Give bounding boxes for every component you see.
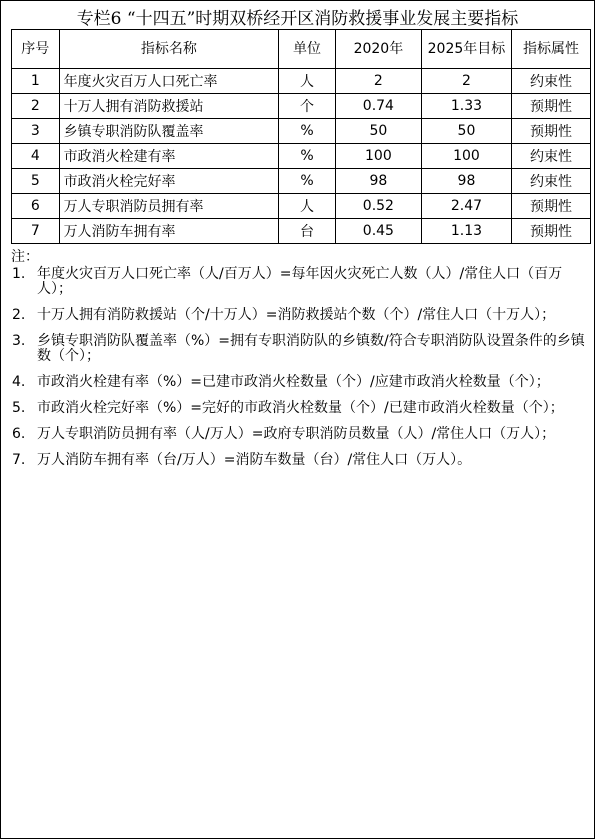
note-text: 市政消火栓建有率（%）=已建市政消火栓数量（个）/应建市政消火栓数量（个）； — [37, 374, 550, 390]
cell-no: 6 — [12, 194, 60, 219]
cell-no: 3 — [12, 119, 60, 144]
cell-unit: 台 — [279, 219, 336, 244]
notes-heading: 注： — [11, 249, 39, 265]
cell-2020: 2 — [335, 69, 421, 94]
note-number: 5. — [12, 400, 26, 416]
note-number: 4. — [12, 374, 26, 390]
cell-2025: 2 — [421, 69, 511, 94]
note-number: 6. — [12, 426, 26, 442]
cell-no: 7 — [12, 219, 60, 244]
note-number: 1. — [12, 266, 26, 282]
cell-2025: 2.47 — [421, 194, 511, 219]
table-row — [12, 119, 591, 144]
cell-no: 5 — [12, 169, 60, 194]
table-row — [12, 94, 591, 119]
cell-name: 年度火灾百万人口死亡率 — [59, 69, 279, 94]
notes-section — [11, 250, 589, 479]
note-number: 3. — [12, 333, 26, 349]
cell-2020: 50 — [335, 119, 421, 144]
note-item — [11, 427, 589, 442]
note-number: 2. — [12, 307, 26, 323]
cell-attribute: 约束性 — [511, 144, 590, 169]
header-unit: 单位 — [279, 30, 336, 69]
note-item — [11, 334, 589, 364]
cell-attribute: 约束性 — [511, 169, 590, 194]
cell-2020: 0.74 — [335, 94, 421, 119]
cell-2020: 100 — [335, 144, 421, 169]
note-text: 万人消防车拥有率（台/万人）=消防车数量（台）/常住人口（万人）。 — [37, 452, 472, 468]
cell-attribute: 预期性 — [511, 219, 590, 244]
cell-name: 乡镇专职消防队覆盖率 — [59, 119, 279, 144]
cell-2025: 98 — [421, 169, 511, 194]
cell-name: 万人消防车拥有率 — [59, 219, 279, 244]
note-number: 7. — [12, 452, 26, 468]
table-row — [12, 169, 591, 194]
cell-unit: 人 — [279, 69, 336, 94]
note-item — [11, 453, 589, 468]
cell-attribute: 约束性 — [511, 69, 590, 94]
header-2025-target: 2025年目标 — [421, 30, 511, 69]
cell-2025: 100 — [421, 144, 511, 169]
cell-name: 市政消火栓完好率 — [59, 169, 279, 194]
cell-no: 2 — [12, 94, 60, 119]
note-item — [11, 401, 589, 416]
table-row — [12, 194, 591, 219]
cell-no: 1 — [12, 69, 60, 94]
cell-no: 4 — [12, 144, 60, 169]
table-title: 专栏6 “十四五”时期双桥经开区消防救援事业发展主要指标 — [76, 9, 519, 29]
note-text: 市政消火栓完好率（%）=完好的市政消火栓数量（个）/已建市政消火栓数量（个）； — [37, 400, 564, 416]
header-attribute: 指标属性 — [511, 30, 590, 69]
note-item — [11, 308, 589, 323]
cell-unit: % — [279, 144, 336, 169]
cell-unit: 人 — [279, 194, 336, 219]
indicators-table — [11, 29, 591, 244]
cell-2020: 0.52 — [335, 194, 421, 219]
cell-2020: 98 — [335, 169, 421, 194]
header-2020: 2020年 — [335, 30, 421, 69]
cell-unit: 个 — [279, 94, 336, 119]
cell-2020: 0.45 — [335, 219, 421, 244]
cell-attribute: 预期性 — [511, 194, 590, 219]
note-text: 万人专职消防员拥有率（人/万人）=政府专职消防员数量（人）/常住人口（万人）； — [37, 426, 556, 442]
note-item — [11, 375, 589, 390]
header-name: 指标名称 — [59, 30, 279, 69]
cell-name: 十万人拥有消防救援站 — [59, 94, 279, 119]
cell-name: 市政消火栓建有率 — [59, 144, 279, 169]
cell-attribute: 预期性 — [511, 94, 590, 119]
note-item — [11, 267, 589, 297]
note-text: 乡镇专职消防队覆盖率（%）=拥有专职消防队的乡镇数/符合专职消防队设置条件的乡镇数（个）； — [37, 333, 585, 364]
cell-unit: % — [279, 169, 336, 194]
cell-attribute: 预期性 — [511, 119, 590, 144]
note-text: 十万人拥有消防救援站（个/十万人）=消防救援站个数（个）/常住人口（十万人）； — [37, 307, 556, 323]
cell-unit: % — [279, 119, 336, 144]
cell-2025: 50 — [421, 119, 511, 144]
cell-2025: 1.13 — [421, 219, 511, 244]
table-row — [12, 69, 591, 94]
cell-name: 万人专职消防员拥有率 — [59, 194, 279, 219]
header-no: 序号 — [12, 30, 60, 69]
notes-list — [11, 267, 589, 468]
table-row — [12, 144, 591, 169]
table-row — [12, 219, 591, 244]
table-header-row — [12, 30, 591, 69]
cell-2025: 1.33 — [421, 94, 511, 119]
note-text: 年度火灾百万人口死亡率（人/百万人）=每年因火灾死亡人数（人）/常住人口（百万人）； — [37, 266, 563, 297]
